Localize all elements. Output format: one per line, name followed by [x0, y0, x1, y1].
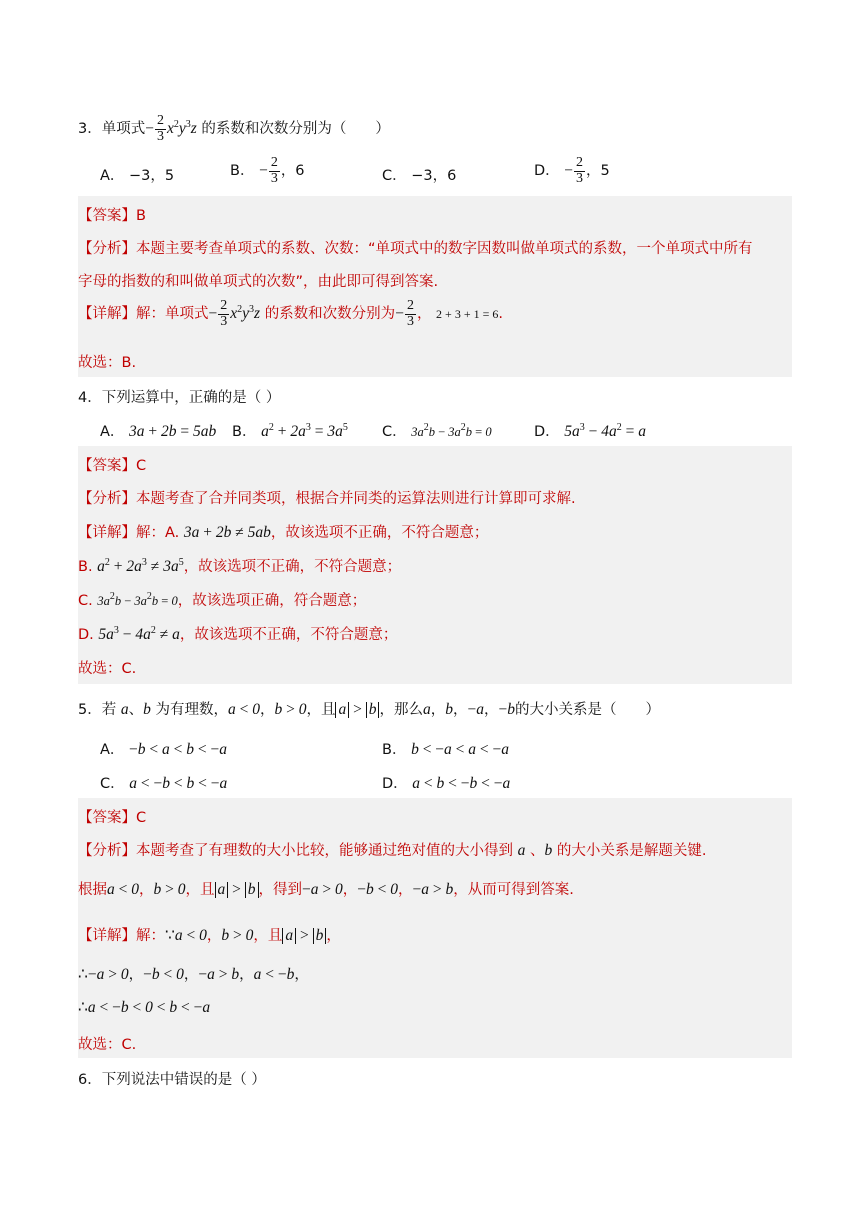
- q4-detail-d: D. $5a^3 - 4a^2 \ne a$，故该选项不正确，不符合题意；: [78, 625, 398, 643]
- q3-analysis-line-1: 【分析】本题主要考查单项式的系数、次数：“单项式中的数字因数叫做单项式的系数，一个单项式中所有: [78, 241, 753, 257]
- q3-solution-box: [78, 196, 792, 377]
- q5-answer: 【答案】C: [78, 810, 147, 826]
- q5-option-c: C． a < −b < b < −a: [100, 775, 228, 792]
- q5-solution-box: [78, 798, 792, 1058]
- q4-stem: 4．下列运算中，正确的是（ ）: [78, 390, 281, 406]
- q5-derivation-1: ∴−a > 0，−b < 0，−a > b，a < −b，: [78, 966, 309, 983]
- q3-option-d: D． − $\frac{2}{3}$ ，5: [534, 155, 610, 186]
- q3-option-c: C． −3，6: [382, 168, 457, 184]
- q4-option-b: B． $a^2 + 2a^3 = 3a^5$: [232, 422, 348, 440]
- q3-detail: 【详解】解：单项式− $\frac{2}{3}$ $x^2y^3z$ 的系数和次数分别为− $\frac{2}{3}$ ， 2 + 3 + 1 = 6.: [78, 298, 503, 329]
- q3-option-a: A． −3，5: [100, 168, 175, 184]
- q5-detail: 【详解】解：∵a < 0，b > 0，且 a > b ，: [78, 927, 341, 944]
- q3-analysis-line-2: 字母的指数的和叫做单项式的次数”，由此即可得到答案.: [78, 274, 439, 290]
- q6-stem: 6．下列说法中错误的是（ ）: [78, 1072, 266, 1088]
- q3-option-b: B． − $\frac{2}{3}$ ，6: [230, 155, 305, 186]
- q4-option-c: C． $3a^2b - 3a^2b = 0$: [382, 422, 492, 440]
- q5-conclusion: 故选：C.: [78, 1037, 137, 1053]
- q5-basis: 根据a < 0，b > 0，且 a > b ，得到−a > 0，−b < 0，−a > b，从而可得到答案.: [78, 881, 574, 898]
- q5-option-d: D． a < b < −b < −a: [382, 775, 511, 792]
- q3-fraction: $\frac{2}{3}$: [156, 113, 164, 144]
- q3-stem: 3．单项式− $\frac{2}{3}$ $x^2y^3z$ 的系数和次数分别为（ ）: [78, 113, 390, 144]
- q4-detail-c: C. $3a^2b - 3a^2b = 0$，故该选项正确，符合题意；: [78, 591, 367, 609]
- q3-conclusion: 故选：B.: [78, 355, 137, 371]
- q4-analysis: 【分析】本题考查了合并同类项，根据合并同类的运算法则进行计算即可求解.: [78, 491, 576, 507]
- q5-option-b: B． b < −a < a < −a: [382, 741, 510, 758]
- q4-option-a: A． 3a + 2b = 5ab: [100, 423, 217, 440]
- q4-option-d: D． $5a^3 - 4a^2 = a$: [534, 422, 647, 440]
- q5-analysis: 【分析】本题考查了有理数的大小比较，能够通过绝对值的大小得到 a 、b 的大小关系是解题关键.: [78, 842, 707, 859]
- q5-derivation-2: ∴a < −b < 0 < b < −a: [78, 999, 211, 1016]
- q3-answer: 【答案】B: [78, 208, 146, 224]
- q4-answer: 【答案】C: [78, 458, 147, 474]
- q4-conclusion: 故选：C.: [78, 661, 137, 677]
- q4-detail-b: B. $a^2 + 2a^3 \ne 3a^5$，故该选项不正确，不符合题意；: [78, 557, 402, 575]
- q4-detail-a: 【详解】解：A. 3a + 2b ≠ 5ab，故该选项不正确，不符合题意；: [78, 524, 489, 541]
- q5-option-a: A． −b < a < b < −a: [100, 741, 228, 758]
- q5-stem: 5．若 a、b 为有理数，a < 0，b > 0，且 a > b ，那么a，b，−a，−b的大小关系是（ ）: [78, 701, 660, 718]
- q4-solution-box: [78, 446, 792, 684]
